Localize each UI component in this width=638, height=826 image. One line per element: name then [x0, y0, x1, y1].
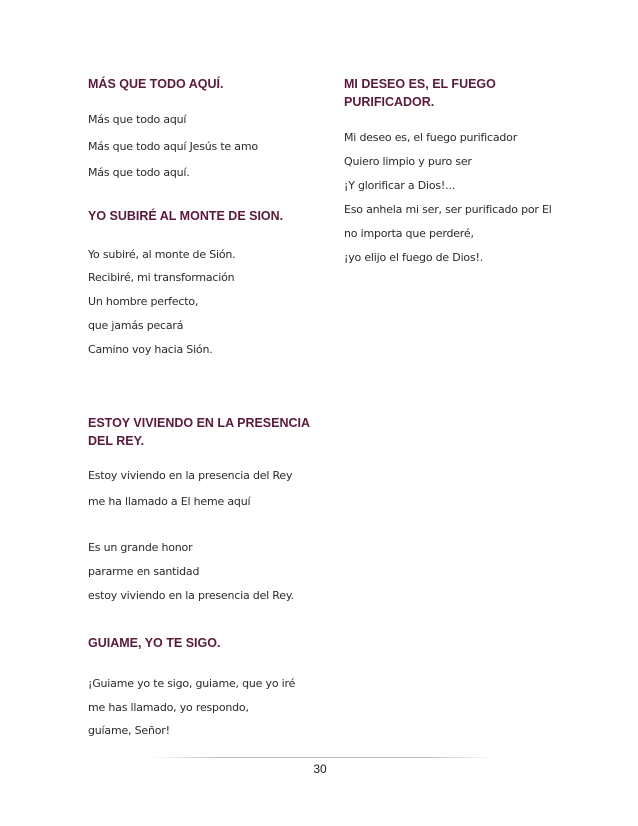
lyric-line: pararme en santidad: [88, 565, 200, 578]
lyric-line: Eso anhela mi ser, ser purificado por El: [344, 203, 552, 216]
lyric-line: Quiero limpio y puro ser: [344, 155, 472, 168]
page-number: 30: [313, 762, 327, 776]
lyric-line: Un hombre perfecto,: [88, 295, 199, 308]
lyric-line: Yo subiré, al monte de Sión.: [88, 248, 236, 261]
lyric-line: Más que todo aquí: [88, 113, 187, 126]
lyric-line: Mi deseo es, el fuego purificador: [344, 131, 518, 144]
lyric-line: Es un grande honor: [88, 541, 193, 554]
lyric-line: ¡Guiame yo te sigo, guiame, que yo iré: [88, 677, 296, 690]
song-title-mas-que-todo-aqui: MÁS QUE TODO AQUÍ.: [88, 77, 224, 91]
lyric-line: estoy viviendo en la presencia del Rey.: [88, 589, 294, 602]
lyric-line: me has llamado, yo respondo,: [88, 701, 249, 714]
song-title-yo-subire: YO SUBIRÉ AL MONTE DE SION.: [88, 209, 284, 223]
lyric-line: me ha llamado a El heme aquí: [88, 495, 251, 508]
lyric-line: Camino voy hacia Sión.: [88, 343, 213, 356]
footer-divider: [150, 757, 495, 758]
lyric-line: Más que todo aquí.: [88, 166, 190, 179]
song-title-estoy-viviendo-line1: ESTOY VIVIENDO EN LA PRESENCIA: [88, 416, 311, 430]
lyric-line: guíame, Señor!: [88, 724, 170, 737]
lyric-line: que jamás pecará: [88, 319, 184, 332]
lyric-line: ¡yo elijo el fuego de Dios!.: [344, 251, 483, 264]
lyric-line: ¡Y glorificar a Dios!...: [344, 179, 456, 192]
song-title-guiame: GUIAME, YO TE SIGO.: [88, 636, 221, 650]
lyric-line: no importa que perderé,: [344, 227, 474, 240]
song-title-estoy-viviendo-line2: DEL REY.: [88, 434, 145, 448]
song-title-mi-deseo-line1: MI DESEO ES, EL FUEGO: [344, 77, 496, 91]
lyric-line: Más que todo aquí Jesús te amo: [88, 140, 258, 153]
song-title-mi-deseo-line2: PURIFICADOR.: [344, 95, 435, 109]
lyric-line: Recibiré, mi transformación: [88, 271, 235, 284]
lyric-line: Estoy viviendo en la presencia del Rey: [88, 469, 293, 482]
